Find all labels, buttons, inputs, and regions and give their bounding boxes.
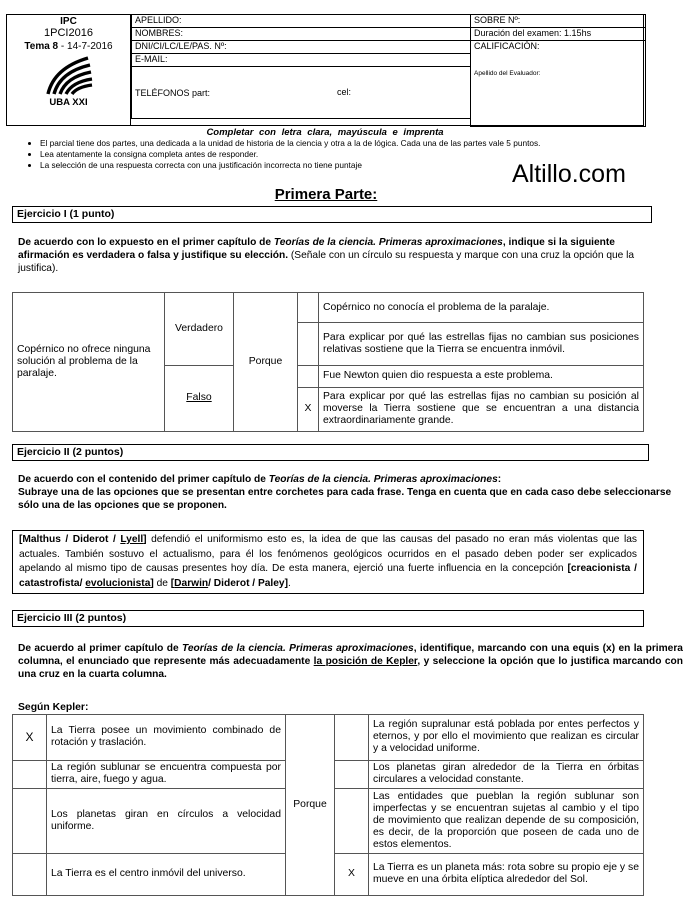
grading-fields [470, 14, 646, 127]
ex3-mark-cell[interactable] [335, 760, 369, 788]
ex1-statement: Copérnico no ofrece ninguna solución al problema de la paralaje. [13, 293, 165, 432]
watermark: Altillo.com [512, 160, 626, 188]
ex1-mark-cell[interactable]: X [298, 387, 319, 431]
ex1-instructions: De acuerdo con lo expuesto en el primer capítulo de Teorías de la ciencia. Primeras aproximaciones, indique si la siguiente afirmación es verdadera o falsa y justifique su elección. (Señale con un círculo su respuesta y marque con una cruz la opción que la justifica). [18, 237, 635, 274]
telefonos-field[interactable]: TELÉFONOS part: cel: [132, 67, 471, 119]
instruction-item: • La selección de una respuesta correcta con una justificación incorrecta no tiene puntaje [40, 160, 658, 171]
ex3-mark-cell[interactable]: X [13, 715, 47, 761]
ex1-mark-cell[interactable] [298, 323, 319, 365]
falso-option[interactable]: Falso [165, 365, 234, 432]
course-code: 1PCI2016 [44, 27, 93, 39]
ex3-left-statement: La región sublunar se encuentra compuesta por tierra, aire, fuego y agua. [47, 760, 286, 788]
ex3-mark-cell[interactable] [335, 715, 369, 761]
ex2-heading: Ejercicio II (2 puntos) [12, 444, 649, 461]
selected-evolucionista[interactable]: evolucionista [85, 577, 151, 589]
ex1-mark-cell[interactable] [298, 365, 319, 387]
calificacion-field[interactable]: CALIFICACIÓN: Apellido del Evaluador: [471, 41, 646, 127]
ex1-porque: Porque [234, 293, 298, 432]
ex1-mark-cell[interactable] [298, 293, 319, 323]
logo-text: UBA XXI [49, 97, 88, 108]
ex3-heading: Ejercicio III (2 puntos) [12, 610, 644, 627]
ex3-mark-cell[interactable] [13, 853, 47, 895]
ex3-left-statement: La Tierra es el centro inmóvil del universo. [47, 853, 286, 895]
part-title: Primera Parte: [274, 186, 378, 203]
selected-darwin[interactable]: Darwin [174, 577, 209, 589]
ex3-table [12, 714, 644, 896]
exam-header [6, 14, 644, 126]
duracion-field: Duración del examen: 1.15hs [471, 28, 646, 41]
instruction-item: • El parcial tiene dos partes, una dedicada a la unidad de historia de la ciencia y otra a la de lógica. Cada una de las partes vale 5 puntos. [40, 138, 658, 149]
ex2-text-box: [Malthus / Diderot / Lyell] defendió el uniformismo esto es, la idea de que las causas del pasado no eran más violentas que las actuales. También sostuvo el actualismo, para él los fenómenos geológicos ocurridos en el pasado deben poder ser explicados apelando al mismo tipo de causas presentes hoy día. De esta manera, ejerció una fuerte influencia en la concepción [creacionista / catastrofista/ evolucionista] de [Darwin/ Diderot / Paley]. [12, 530, 644, 594]
segun-kepler: Según Kepler: [18, 702, 89, 713]
ex3-right-reason: La región supralunar está poblada por entes perfectos y eternos, y por ello el movimiento que realizan es circular y a velocidad uniforme. [369, 715, 644, 761]
ex3-right-reason: Los planetas giran alrededor de la Tierra en órbitas circulares a velocidad constante. [369, 760, 644, 788]
dni-field[interactable]: DNI/CI/LC/LE/PAS. Nº: [132, 41, 471, 54]
ex3-mark-cell[interactable] [13, 788, 47, 853]
sobre-field[interactable]: SOBRE Nº: [471, 15, 646, 28]
ex3-mark-cell[interactable] [13, 760, 47, 788]
student-fields [131, 14, 471, 119]
ex2-instructions: De acuerdo con el contenido del primer capítulo de Teorías de la ciencia. Primeras aproximaciones: Subraye una de las opciones que se presentan entre corchetes para cada frase. Tenga en cuenta que en cada caso debe seleccionarse sólo una de las opciones que se proponen. [18, 474, 672, 511]
apellido-field[interactable]: APELLIDO: [132, 15, 471, 28]
uba-logo-icon [44, 54, 94, 96]
ex1-heading: Ejercicio I (1 punto) [12, 206, 652, 223]
institution: IPC [60, 16, 77, 27]
ex3-left-statement: Los planetas giran en círculos a velocidad uniforme. [47, 788, 286, 853]
verdadero-option[interactable]: Verdadero [165, 293, 234, 366]
tema-line: Tema 8 - 14-7-2016 [24, 41, 113, 52]
ex1-option-text: Copérnico no conocía el problema de la paralaje. [319, 293, 644, 323]
selected-lyell[interactable]: Lyell [120, 534, 144, 545]
ex1-option-text: Para explicar por qué las estrellas fijas no cambian sus posiciones relativas sostiene que la Tierra se encuentra inmóvil. [319, 323, 644, 365]
ex3-instructions: De acuerdo al primer capítulo de Teorías de la ciencia. Primeras aproximaciones, identifique, marcando con una equis (x) en la primera columna, el enunciado que represente más adecuadamente la posición de Kepler, y seleccione la opción que lo justifica marcando con una cruz en la cuarta columna. [18, 643, 684, 680]
ex3-mark-cell[interactable]: X [335, 853, 369, 895]
instructions-title: Completar con letra clara, mayúscula e imprenta [206, 127, 444, 138]
ex1-table [12, 292, 644, 432]
course-block [7, 15, 131, 125]
ex3-mark-cell[interactable] [335, 788, 369, 853]
nombres-field[interactable]: NOMBRES: [132, 28, 471, 41]
instruction-item: • Lea atentamente la consigna completa antes de responder. [40, 149, 658, 160]
ex1-option-text: Fue Newton quien dio respuesta a este problema. [319, 365, 644, 387]
ex3-right-reason: Las entidades que pueblan la región sublunar son imperfectas y se encuentran sujetas al cambio y el tipo de movimiento que realizan depende de su composición, es decir, de la proporción que poseen de cada uno de estos elementos. [369, 788, 644, 853]
ex3-porque: Porque [286, 715, 335, 896]
email-field[interactable]: E-MAIL: [132, 54, 471, 67]
ex1-option-text: Para explicar por qué las estrellas fijas no cambian su posición al moverse la Tierra sostiene que se encuentran a una distancia extraordinariamente grande. [319, 387, 644, 431]
ex3-right-reason: La Tierra es un planeta más: rota sobre su propio eje y se mueve en una órbita elíptica alrededor del Sol. [369, 853, 644, 895]
ex3-left-statement: La Tierra posee un movimiento combinado de rotación y traslación. [47, 715, 286, 761]
